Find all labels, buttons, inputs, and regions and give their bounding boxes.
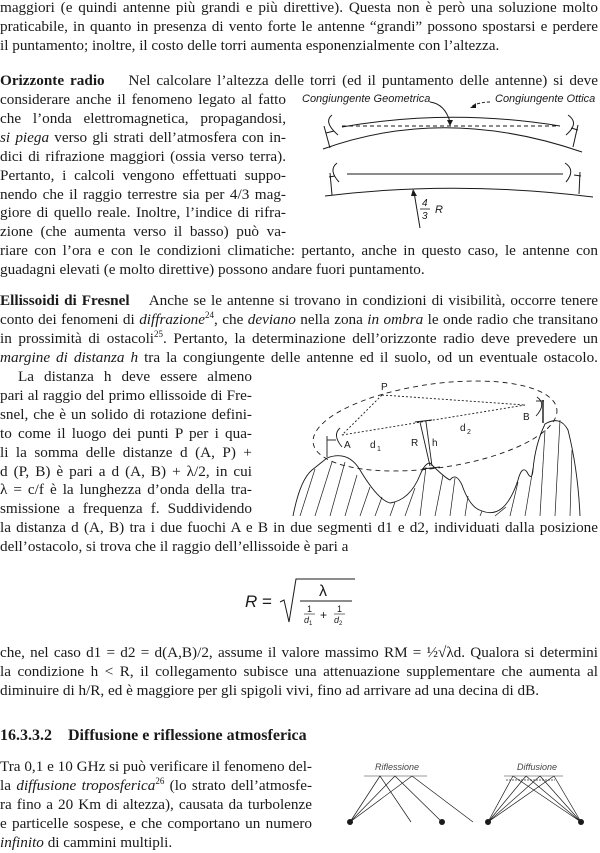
section-paragraph	[0, 758, 312, 853]
label-geometrica: Congiungente Geometrica	[302, 93, 431, 105]
text-line: pari al raggio del primo ellissoide di Fre-	[0, 386, 252, 404]
radius-arrow	[414, 192, 420, 228]
antenna-dish-B	[536, 397, 542, 416]
text-line: snel, che è un solido di rotazione defini-	[0, 405, 252, 423]
footnote-ref[interactable]: 25	[154, 328, 164, 339]
text-line: in prossimità di ostacoli$^{25}$. Pertanto, la determinazione dell’orizzonte radio deve prevedere un	[0, 328, 599, 347]
text-line: d (P, B) è pari a d (A, B) + λ/2, in cui	[0, 462, 252, 480]
text-line: guadagni elevati (e molto direttive) possono andare fuori puntamento.	[0, 260, 425, 278]
label-radius-den: 3	[422, 211, 428, 222]
text-line: considerare anche il fenomeno legato al fatto	[0, 91, 286, 108]
text-line: zione (che aumenta verso il basso) può va-	[0, 223, 286, 241]
label-radius-symbol: R	[435, 204, 443, 216]
formula-lhs: R	[245, 592, 258, 611]
label-B: B	[523, 412, 530, 423]
footnote-ref[interactable]: 24	[205, 309, 215, 320]
text-line: la distanza d (A, B) tra i due fuochi A e B in due segmenti d1 e d2, individuati dalla posizione	[0, 519, 598, 536]
formula-num: λ	[319, 583, 327, 600]
station-dot	[485, 819, 491, 825]
label-ottica: Congiungente Ottica	[495, 93, 596, 105]
formula-fresnel-radius	[240, 574, 360, 628]
path-P-B	[382, 395, 525, 405]
path-A-B	[342, 405, 525, 435]
earth-curve-upper	[323, 128, 582, 152]
text-line: dici di rifrazione maggiori (ossia verso terra).	[0, 147, 286, 165]
label-P: P	[381, 382, 388, 393]
intro-paragraph	[0, 0, 598, 56]
label-d2: d	[460, 423, 466, 434]
orizzonte-narrow-column	[0, 91, 286, 242]
paragraph-title: Orizzonte radio	[0, 72, 105, 89]
figure-fresnel-ellipsoid	[260, 370, 600, 520]
text-line: Pertanto, i calcoli vengono effettuati suppo-	[0, 166, 286, 184]
antenna-mast-left-upper	[324, 126, 330, 148]
terrain-hatching	[300, 420, 572, 516]
antenna-dish-right-upper	[566, 115, 574, 135]
text-line: diminuire di h/R, ed è maggiore per gli spigoli vivi, fino ad arrivare ad una decina di dB.	[0, 681, 540, 699]
section-title: Diffusione e riflessione atmosferica	[68, 727, 307, 744]
text-line: ra fino a 20 Km di altezza), causata da turbolenze	[0, 795, 312, 813]
figure-riflessione-diffusione	[330, 750, 600, 852]
text-line: che, nel caso d1 = d2 = d(A,B)/2, assume il valore massimo RM = ½√λd. Qualora si determini	[0, 644, 598, 661]
text-line: margine di distanza h tra la congiungente delle antenne ed il suolo, od un eventuale ostacolo.	[0, 348, 598, 366]
fresnel-full-lines	[0, 519, 598, 557]
text-line: li la somma delle distanze d (A, P) +	[0, 443, 252, 461]
section-heading	[0, 727, 307, 745]
fresnel-paragraph	[0, 292, 598, 368]
text-line: λ = c/f è la lunghezza d’onda della tra-	[0, 481, 252, 499]
formula-eq: =	[262, 592, 272, 611]
text-line: giore di quello reale. Inoltre, l’indice di rifra-	[0, 204, 286, 222]
orizzonte-full-lines	[0, 242, 598, 280]
label-radius-num: 4	[422, 198, 428, 209]
text-line: conto dei fenomeni di diffrazione$^{24}$, che deviano nella zona in ombra le onde radio che transitano	[0, 309, 598, 328]
svg-text:d: d	[334, 615, 340, 625]
text-line: la condizione h < R, il collegamento subisce una attenuazione supplementare che aumenta al	[0, 662, 598, 680]
svg-text:2: 2	[467, 429, 471, 436]
text-line: e particelle sospese, e che comportano un numero	[0, 814, 312, 832]
label-diffusione: Diffusione	[517, 762, 558, 772]
svg-text:d: d	[304, 615, 310, 625]
text-line: riare con l’ora e con le condizioni climatiche: pertanto, anche in questo caso, le antenne con	[0, 242, 598, 259]
paragraph-title: Ellissoidi di Fresnel	[0, 292, 130, 309]
orizzonte-first-line	[0, 72, 598, 91]
figure-radio-horizon	[290, 90, 600, 240]
text-line: smissione a frequenza f. Suddividendo	[0, 500, 252, 518]
emphasis: diffusione troposferica	[16, 776, 156, 794]
text-line: il puntamento; inoltre, il costo delle torri aumenta esponenzialmente con l’altezza.	[0, 36, 500, 54]
svg-text:1: 1	[377, 446, 381, 453]
text-line: maggiori (e quindi antenne più grandi e più direttive). Questa non è però una soluzione molto	[0, 0, 598, 16]
text-line: to come il luogo dei punti P per i qua-	[0, 424, 252, 442]
svg-text:1: 1	[309, 621, 313, 627]
svg-text:1: 1	[337, 604, 343, 614]
text-line: dell’ostacolo, si trova che il raggio dell’ellissoide è pari a	[0, 537, 349, 555]
text-line: che l’onda elettromagnetica, propagandosi,	[0, 109, 286, 127]
svg-text:2: 2	[339, 621, 343, 627]
emphasis: infinito	[0, 833, 44, 851]
formula-sqrt	[280, 579, 355, 622]
section-number: 16.3.3.2	[0, 727, 52, 744]
station-dot	[439, 819, 445, 825]
label-riflessione: Riflessione	[375, 762, 420, 772]
station-dot	[347, 819, 353, 825]
label-h: h	[432, 438, 438, 449]
earth-curve-lower	[325, 188, 593, 197]
label-R: R	[411, 438, 419, 449]
text-line: la diffusione troposferica$^{26}$ (lo strato dell’atmosfe-	[0, 775, 313, 794]
text-line: infinito di cammini multipli.	[0, 833, 173, 851]
text-line: nendo che il raggio terrestre sia per 4/3 mag-	[0, 185, 286, 203]
text-line: Nel calcolare l’altezza delle torri (ed il puntamento delle antenne) si deve	[128, 72, 598, 89]
arrow-R	[420, 422, 430, 466]
footnote-ref[interactable]: 26	[155, 775, 165, 786]
fresnel-after-formula	[0, 644, 598, 701]
text-line: Ellissoidi di Fresnel Anche se le antenne si trovano in condizioni di visibilità, occorre tenere	[0, 292, 598, 309]
station-dot	[578, 819, 584, 825]
svg-text:1: 1	[307, 604, 313, 614]
text-line: Tra 0,1 e 10 GHz si può verificare il fenomeno del-	[0, 758, 312, 775]
geometric-arrow	[430, 102, 450, 122]
antenna-dish-left-lower	[333, 163, 339, 182]
label-A: A	[344, 440, 351, 451]
antenna-dish-A	[336, 428, 342, 447]
emphasis: si piega	[0, 128, 50, 146]
text-line: si piega verso gli strati dell’atmosfera con in-	[0, 128, 286, 146]
antenna-dish-right-lower	[565, 163, 571, 182]
label-d1: d	[370, 440, 376, 451]
svg-text:+: +	[320, 608, 328, 622]
fresnel-narrow-column	[0, 368, 252, 519]
text-line: La distanza h deve essere almeno	[18, 368, 252, 385]
text-line: praticabile, in quanto in presenza di vento forte le antenne “grandi” possono spostarsi e perdere	[0, 17, 598, 35]
